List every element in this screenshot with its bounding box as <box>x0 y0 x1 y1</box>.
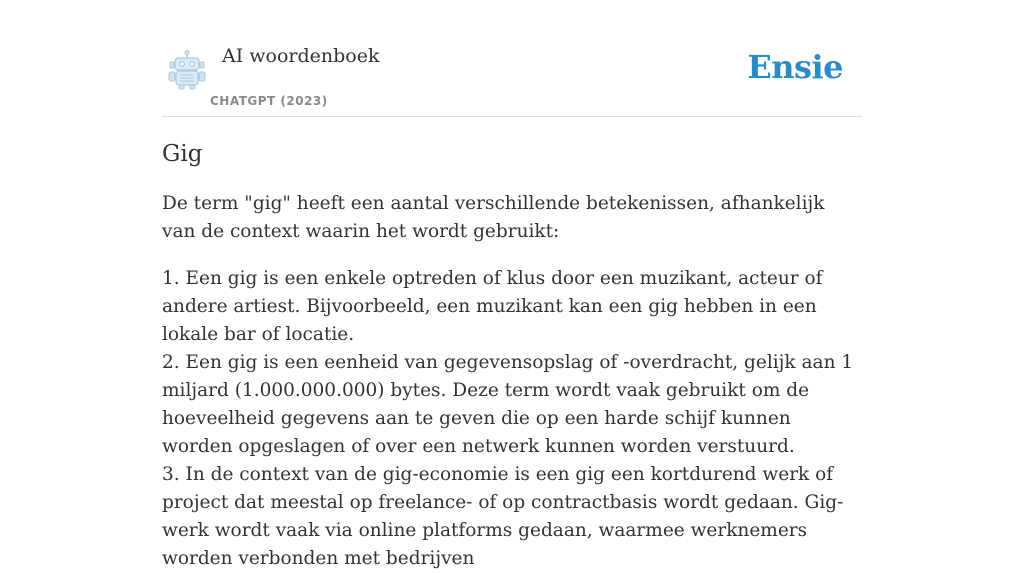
definition-item: 3. In de context van de gig-economie is een gig een kortdurend werk of project dat meestal op freelance- of op contractbasis wordt gedaan. Gig-werk wordt vaak via online platforms gedaan, waarmee werknemers worden verbonden met bedrijven <box>162 464 844 569</box>
entry-intro: De term "gig" heeft een aantal verschillende betekenissen, afhankelijk van de context waarin het wordt gebruikt: <box>162 193 825 242</box>
source-subtitle: CHATGPT (2023) <box>210 94 328 108</box>
source-title[interactable]: AI woordenboek <box>222 45 380 67</box>
entry-header <box>162 0 862 117</box>
robot-icon <box>166 50 208 90</box>
entry-word: Gig <box>162 141 203 167</box>
definition-item: 1. Een gig is een enkele optreden of klus door een muzikant, acteur of andere artiest. Bijvoorbeeld, een muzikant kan een gig hebben in een lokale bar of locatie. <box>162 268 823 345</box>
brand-logo[interactable]: Ensie <box>747 48 843 86</box>
entry-content <box>162 138 862 573</box>
definition-list <box>162 265 862 573</box>
definition-item: 2. Een gig is een eenheid van gegevensopslag of -overdracht, gelijk aan 1 miljard (1.000.000.000) bytes. Deze term wordt vaak gebruikt om de hoeveelheid gegevens aan te geven die op een harde schijf kunnen worden opgeslagen of over een netwerk kunnen worden verstuurd. <box>162 352 854 457</box>
